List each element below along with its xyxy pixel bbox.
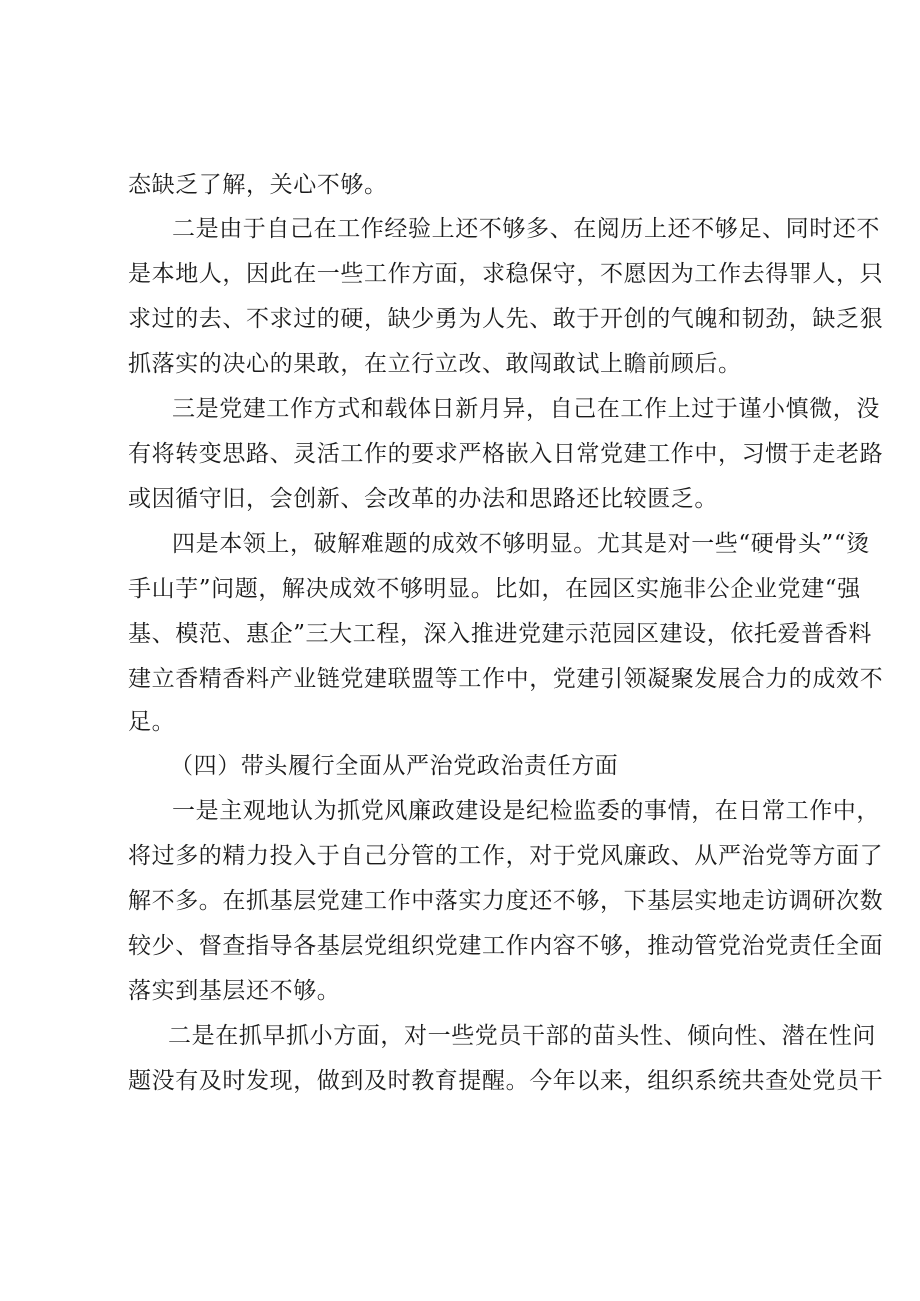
text-line-18: 较少、督查指导各基层党组织党建工作内容不够，推动管党治党责任全面 [128, 933, 884, 959]
text-line-2: 二是由于自己在工作经验上还不够多、在阅历上还不够足、同时还不 [172, 216, 880, 242]
text-line-3: 是本地人，因此在一些工作方面，求稳保守，不愿因为工作去得罪人，只 [128, 261, 884, 287]
text-line-17: 解不多。在抓基层党建工作中落实力度还不够，下基层实地走访调研次数 [128, 888, 884, 914]
text-line-12: 建立香精香料产业链党建联盟等工作中，党建引领凝聚发展合力的成效不 [128, 666, 884, 692]
text-line-21: 题没有及时发现，做到及时教育提醒。今年以来，组织系统共查处党员干 [128, 1068, 884, 1094]
text-line-6: 三是党建工作方式和载体日新月异，自己在工作上过于谨小慎微，没 [172, 396, 880, 422]
text-line-15: 一是主观地认为抓党风廉政建设是纪检监委的事情，在日常工作中， [172, 798, 880, 824]
text-line-19: 落实到基层还不够。 [128, 978, 341, 1004]
text-line-11: 基、模范、惠企”三大工程，深入推进党建示范园区建设，依托爱普香料 [128, 621, 872, 647]
text-line-1: 态缺乏了解，关心不够。 [128, 172, 388, 198]
text-line-20: 二是在抓早抓小方面，对一些党员干部的苗头性、倾向性、潜在性问 [168, 1023, 876, 1049]
text-line-4: 求过的去、不求过的硬，缺少勇为人先、敢于开创的气魄和韧劲，缺乏狠 [128, 306, 884, 332]
text-line-10: 手山芋”问题，解决成效不够明显。比如，在园区实施非公企业党建“强 [128, 576, 861, 602]
text-line-5: 抓落实的决心的果敢，在立行立改、敢闯敢试上瞻前顾后。 [128, 351, 742, 377]
text-line-9: 四是本领上，破解难题的成效不够明显。尤其是对一些“硬骨头”“烫 [172, 531, 870, 557]
text-line-13: 足。 [128, 709, 176, 735]
text-line-7: 有将转变思路、灵活工作的要求严格嵌入日常党建工作中，习惯于走老路 [128, 441, 884, 467]
text-line-8: 或因循守旧，会创新、会改革的办法和思路还比较匮乏。 [128, 486, 718, 512]
section-heading: （四）带头履行全面从严治党政治责任方面 [170, 753, 619, 779]
text-line-16: 将过多的精力投入于自己分管的工作，对于党风廉政、从严治党等方面了 [128, 843, 884, 869]
